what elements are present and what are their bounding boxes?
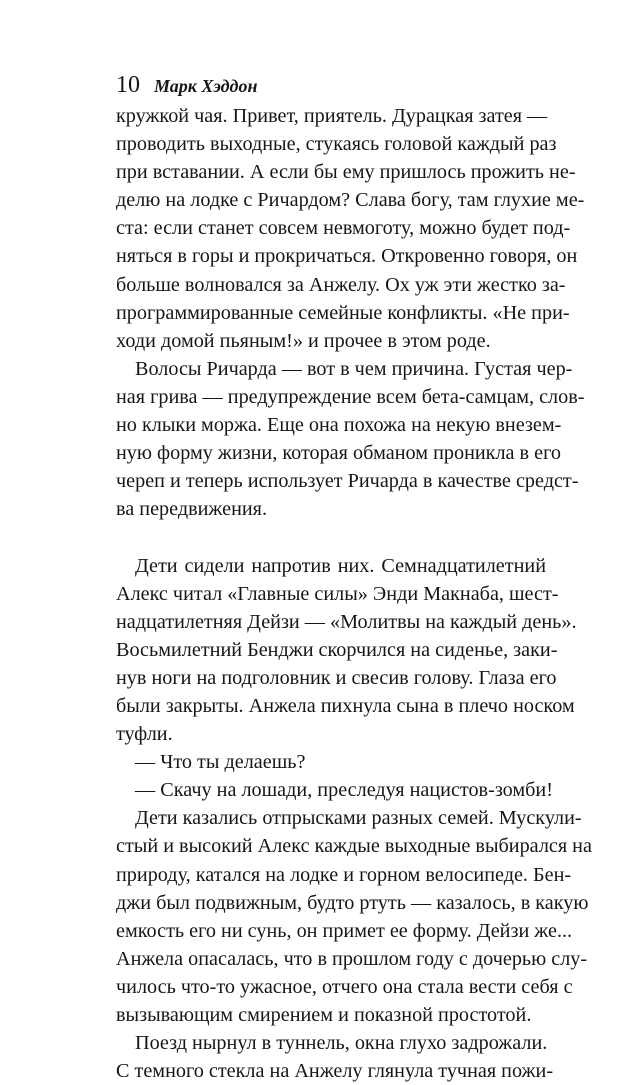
text-line: проводить выходные, стукаясь головой каждый раз — [116, 133, 557, 156]
text-line: ная грива — предупреждение всем бета-самцам, слов- — [116, 385, 585, 408]
text-line: программированные семейные конфликты. «Не при- — [116, 301, 570, 324]
text-line: кружкой чая. Привет, приятель. Дурацкая затея — — [116, 105, 548, 127]
text-line: емкость его ни сунь, он примет ее форму. Дейзи же... — [116, 919, 573, 942]
running-header — [116, 71, 257, 102]
paragraph — [116, 804, 592, 1029]
text-line: чилось что-то ужасное, отчего она стала вести себя с — [116, 975, 573, 998]
text-line: надцатилетняя Дейзи — «Молитвы на каждый день». — [116, 610, 577, 633]
text-line: Алекс читал «Главные силы» Энди Макнаба, шест- — [116, 582, 559, 605]
paragraph — [116, 1029, 554, 1085]
running-title: Марк Хэддон — [154, 76, 258, 96]
text-line: Волосы Ричарда — вот в чем причина. Густая чер- — [135, 357, 573, 380]
section-break — [116, 523, 546, 551]
text-line: ходи домой пьяным!» и прочее в этом роде. — [116, 329, 491, 352]
text-line: С темного стекла на Анжелу глянула тучная пожи- — [116, 1060, 554, 1083]
text-line: — Скачу на лошади, преследуя нацистов-зомби! — [135, 779, 553, 802]
text-line: Дети казались отпрысками разных семей. Мускули- — [135, 807, 582, 830]
paragraph — [116, 102, 585, 355]
text-line: вызывающим смирением и показной простотой. — [116, 1004, 532, 1026]
text-line: больше волновался за Анжелу. Ох уж эти жестко за- — [116, 273, 566, 296]
text-line: ста: если станет совсем невмоготу, можно будет под- — [116, 217, 571, 240]
text-line: стый и высокий Алекс каждые выходные выбирался на — [116, 835, 592, 858]
text-line: Восьмилетний Бенджи скорчился на сиденье, заки- — [116, 638, 558, 661]
text-line: няться в горы и прокричаться. Откровенно говоря, он — [116, 245, 578, 268]
text-line: нув ноги на подголовник и свесив голову. Глаза его — [116, 666, 557, 689]
text-line: ва передвижения. — [116, 498, 268, 521]
dialogue-line — [116, 776, 553, 804]
text-line: туфли. — [116, 723, 173, 746]
text-line: — Что ты делаешь? — [135, 751, 306, 774]
text-line: джи был подвижным, будто ртуть — казалось, в какую — [116, 891, 589, 914]
text-line: Поезд нырнул в туннель, окна глухо задрожали. — [135, 1032, 548, 1055]
dialogue-line — [116, 748, 546, 776]
text-line: ную форму жизни, которая обманом проникла в его — [116, 442, 561, 465]
page-number: 10 — [116, 72, 140, 98]
text-line: природу, катался на лодке и горном велосипеде. Бен- — [116, 863, 572, 886]
body-text — [116, 102, 592, 1085]
text-line: череп и теперь использует Ричарда в качестве средст- — [116, 470, 579, 493]
text-line: при вставании. А если бы ему пришлось прожить не- — [116, 161, 576, 184]
text-line: Дети сидели напротив них. Семнадцатилетний — [135, 554, 546, 577]
paragraph — [116, 355, 585, 524]
text-line: были закрыты. Анжела пихнула сына в плечо носком — [116, 694, 575, 717]
paragraph — [116, 552, 577, 749]
text-line: но клыки моржа. Еще она похожа на некую внезем- — [116, 414, 562, 437]
text-line: Анжела опасалась, что в прошлом году с дочерью слу- — [116, 947, 588, 970]
text-line: делю на лодке с Ричардом? Слава богу, там глухие ме- — [116, 189, 585, 212]
